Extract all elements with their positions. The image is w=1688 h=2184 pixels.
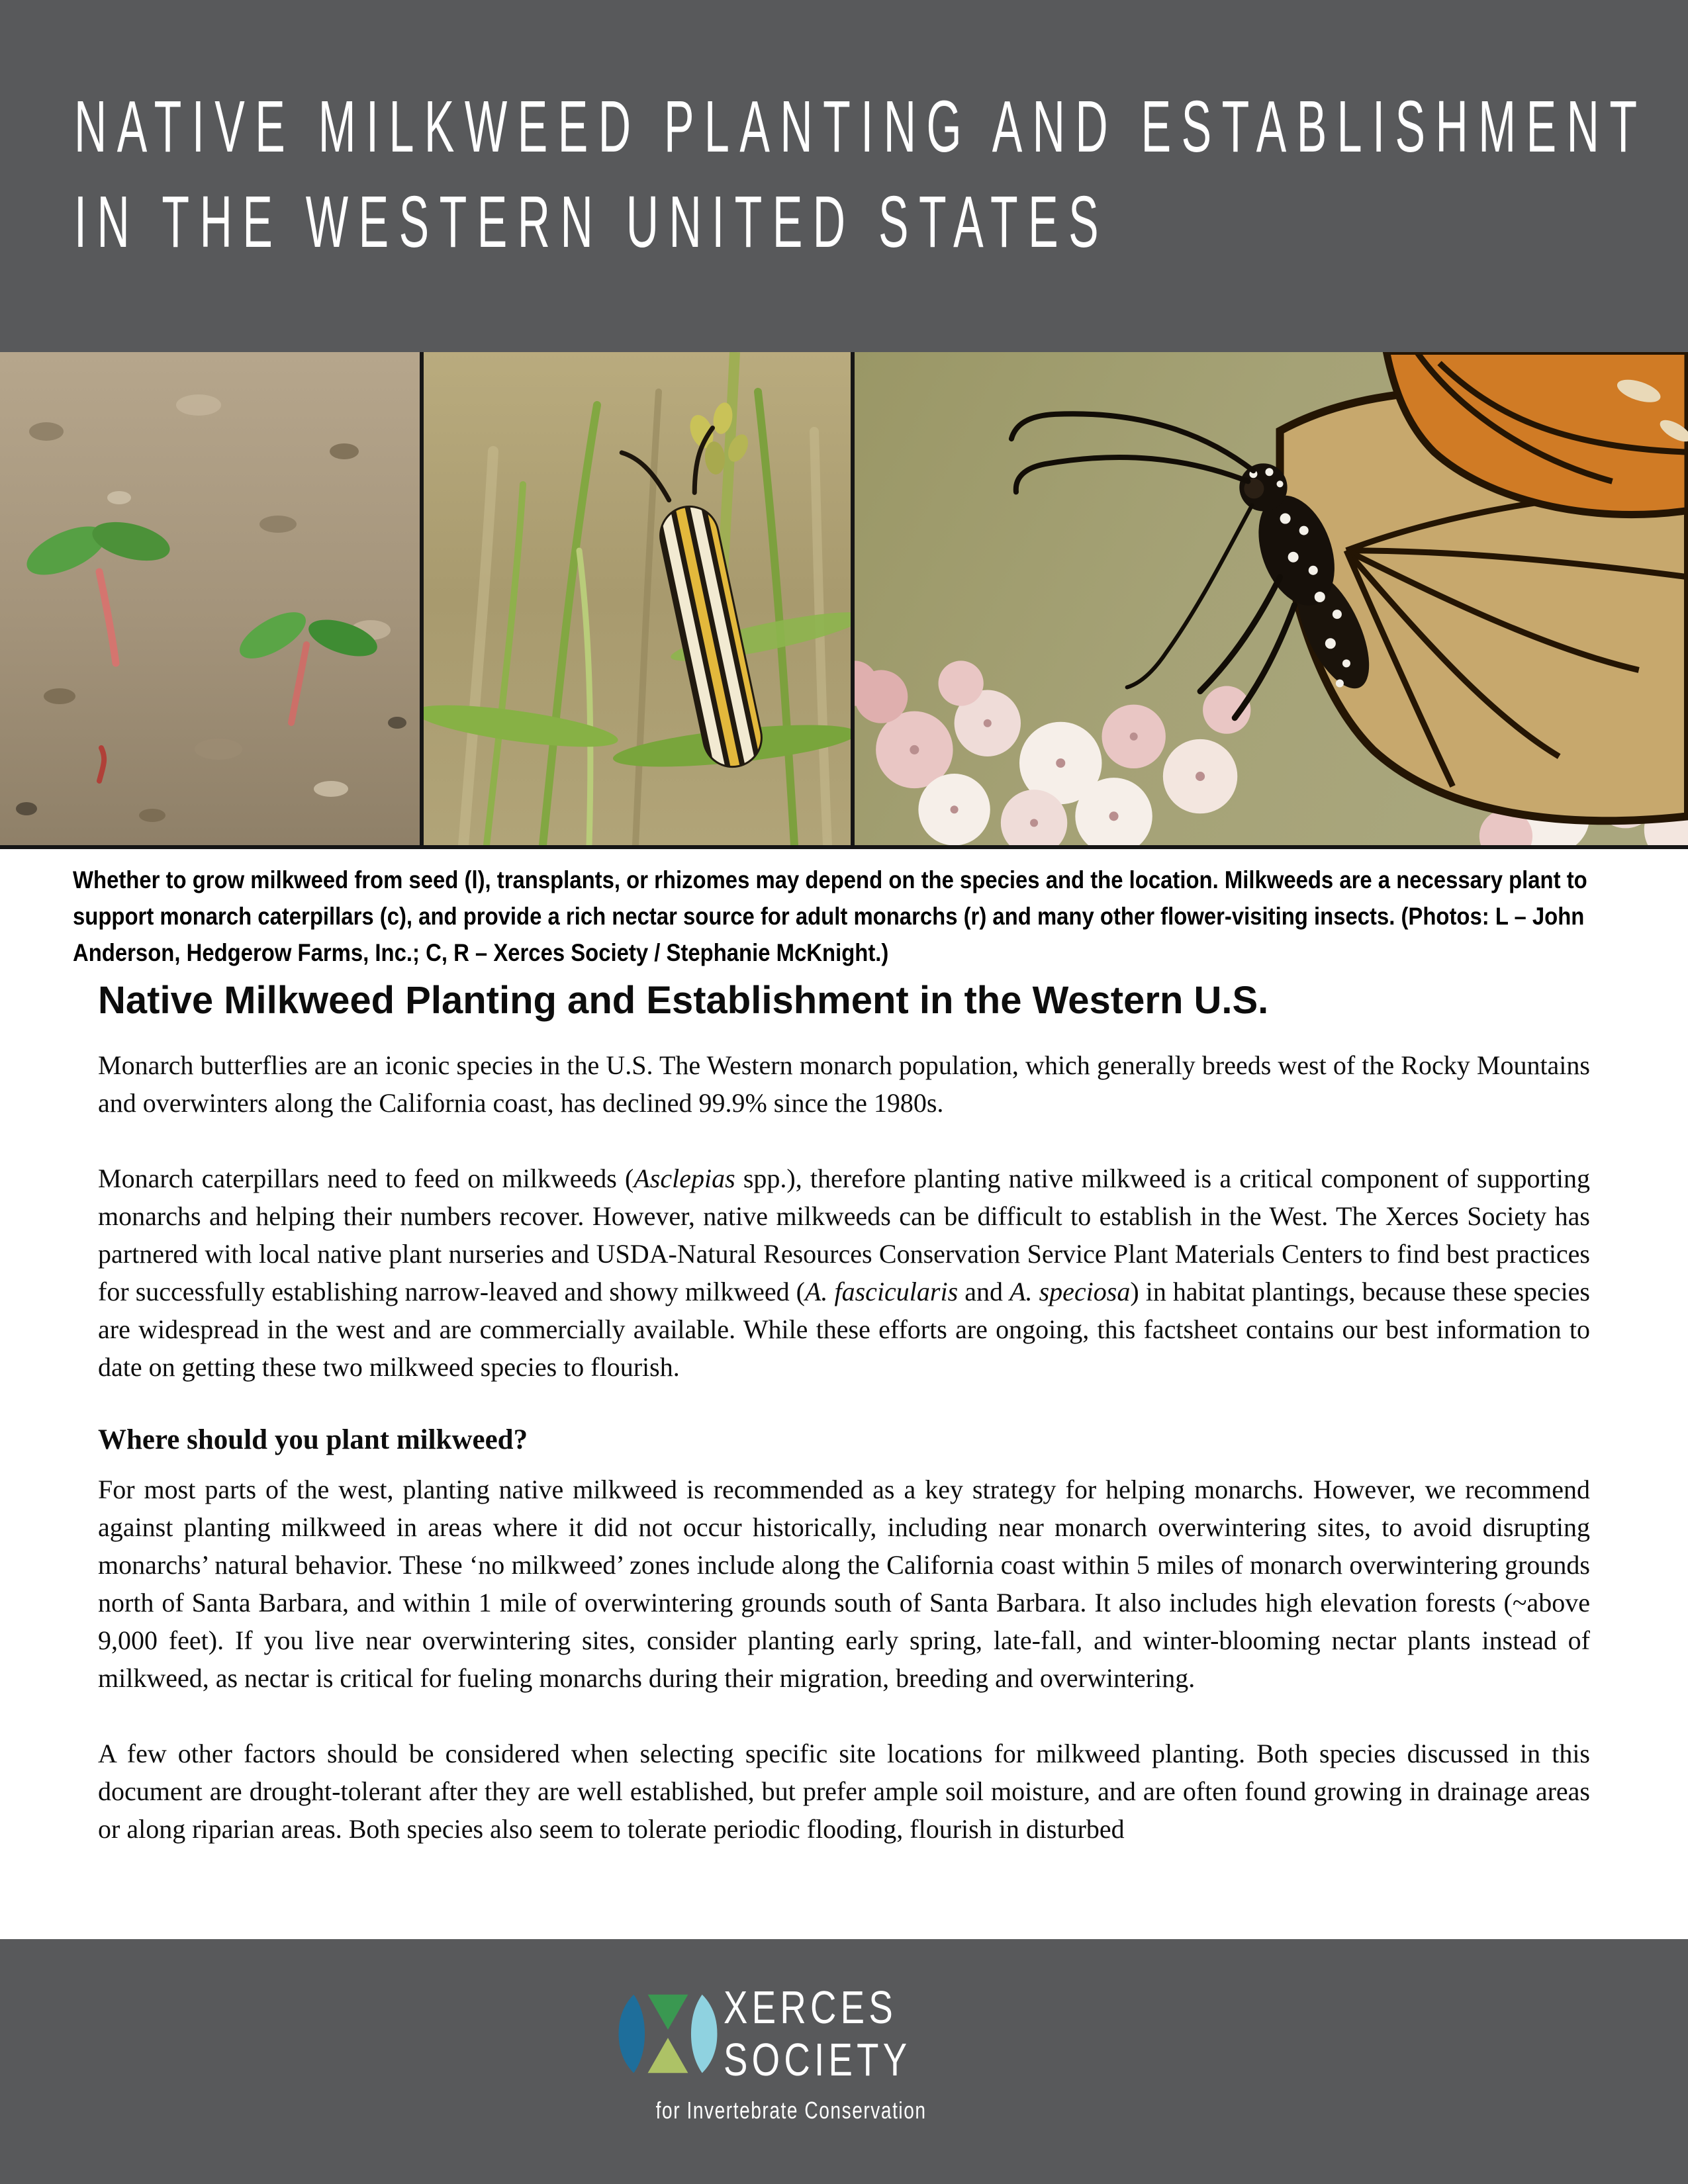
photo-caption: Whether to grow milkweed from seed (l), transplants, or rhizomes may depend on the species and the location. Milkweeds are a necessary plant to support monarch caterpillars (c), and provide a rich nectar source for adult monarchs (r) and many other flower-visiting insects. (Photos: L – John Anderson, Hedgerow Farms, Inc.; C, R – Xerces Society / Stephanie McKnight.) bbox=[73, 866, 1587, 966]
page-title bbox=[74, 79, 1688, 270]
xerces-logo-text bbox=[724, 1981, 964, 2086]
header bbox=[0, 0, 1688, 352]
page-title-line1: NATIVE MILKWEED PLANTING AND ESTABLISHMENT bbox=[74, 86, 1648, 167]
xerces-logo-row bbox=[618, 1980, 964, 2087]
paragraph-milkweed-need: Monarch caterpillars need to feed on milkweeds (Asclepias spp.), therefore planting native milkweed is a critical component of supporting monarchs and helping their numbers recover. However, native milkweeds can be difficult to establish in the West. The Xerces Society has partnered with local native plant nurseries and USDA-Natural Resources Conservation Service Plant Materials Centers to find best practices for successfully establishing narrow-leaved and showy milkweed (A. fascicularis and A. speciosa) in habitat plantings, because these species are widespread in the west and are commercially available. While these efforts are ongoing, this factsheet contains our best information to date on getting these two milkweed species to flourish. bbox=[98, 1163, 1590, 1382]
article bbox=[98, 978, 1590, 1939]
caterpillar-photo bbox=[424, 352, 851, 845]
footer bbox=[0, 1939, 1688, 2184]
logo-word-society: SOCIETY bbox=[724, 2034, 912, 2085]
seedlings-illustration bbox=[0, 352, 420, 845]
monarch-illustration bbox=[855, 352, 1688, 845]
page-title-line2: IN THE WESTERN UNITED STATES bbox=[74, 181, 1109, 263]
logo-tagline: for Invertebrate Conservation bbox=[655, 2097, 927, 2124]
caterpillar-illustration bbox=[424, 352, 851, 845]
paragraph-site-factors: A few other factors should be considered when selecting specific site locations for milkweed planting. Both species discussed in this document are drought-tolerant after they are well established, but prefer ample soil moisture, and are often found growing in drainage areas or along riparian areas. Both species also seem to tolerate periodic flooding, flourish in disturbed bbox=[98, 1739, 1590, 1844]
article-heading: Native Milkweed Planting and Establishment in the Western U.S. bbox=[98, 979, 1269, 1022]
xerces-x-icon bbox=[618, 1980, 718, 2087]
paragraph-where-to-plant: For most parts of the west, planting native milkweed is recommended as a key strategy for helping monarchs. However, we recommend against planting milkweed in areas where it did not occur historically, including near monarch overwintering sites, to avoid disrupting monarchs’ natural behavior. These ‘no milkweed’ zones include along the California coast within 5 miles of monarch overwintering grounds north of Santa Barbara, and within 1 mile of overwintering grounds south of Santa Barbara. It also includes high elevation forests (~above 9,000 feet). If you live near overwintering sites, consider planting early spring, late-fall, and winter-blooming nectar plants instead of milkweed, as nectar is critical for fueling monarchs during their migration, breeding and overwintering. bbox=[98, 1475, 1590, 1693]
monarch-photo bbox=[855, 352, 1688, 845]
paragraph-intro: Monarch butterflies are an iconic species in the U.S. The Western monarch population, which generally breeds west of the Rocky Mountains and overwinters along the California coast, has declined 99.9% since the 1980s. bbox=[98, 1050, 1590, 1118]
section-subheading: Where should you plant milkweed? bbox=[98, 1424, 528, 1455]
seedlings-photo bbox=[0, 352, 420, 845]
photo-strip bbox=[0, 352, 1688, 849]
logo-word-xerces: XERCES bbox=[724, 1981, 898, 2033]
xerces-logo bbox=[0, 1980, 1635, 2124]
